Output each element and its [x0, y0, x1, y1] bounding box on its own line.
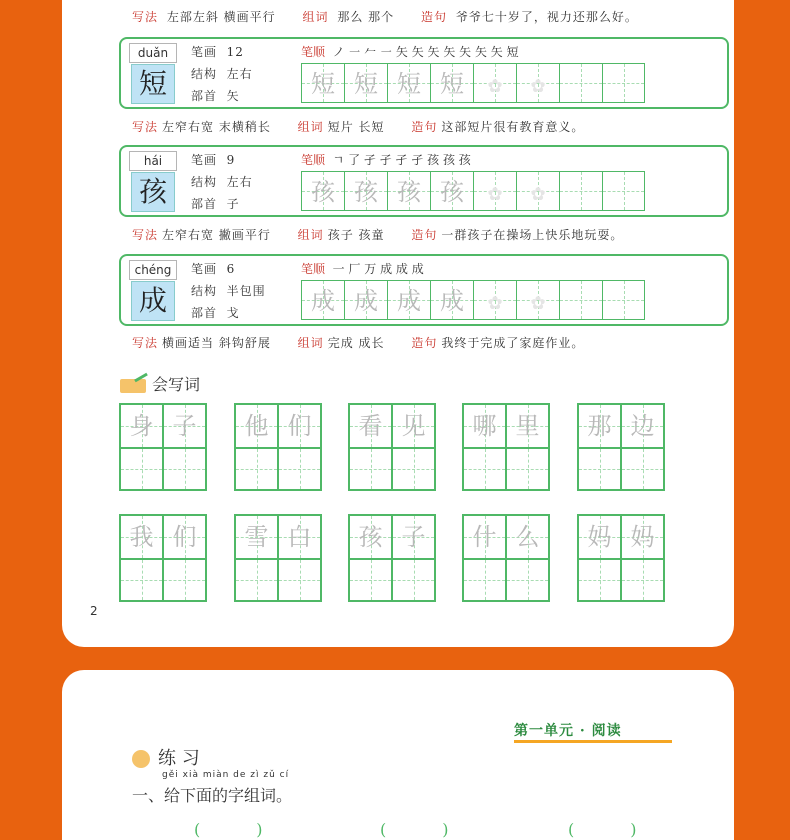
exercise-title: 练 习 [132, 744, 200, 770]
structure: 结构 半包围 [191, 284, 266, 298]
book-pencil-icon [120, 379, 146, 393]
words-section-title: 会写词 [120, 372, 200, 395]
word-box: 那 边 [577, 403, 665, 491]
write-hint-cheng: 写法 横画适当 斜钩舒展 组词 完成 成长 造句 我终于完成了家庭作业。 [132, 336, 585, 350]
question-1: 一、给下面的字组词。 [132, 786, 293, 805]
answer-blank-2[interactable]: ( ) [380, 820, 449, 839]
char-display: 短 [131, 64, 175, 104]
structure: 结构 左右 [191, 175, 253, 189]
top-hint-line: 写法 左部左斜 横画平行 组词 那么 那个 造句 爷爷七十岁了，视力还那么好。 [132, 10, 638, 24]
pinyin-label: duǎn [129, 43, 177, 63]
pinyin-line: gěi xià miàn de zì zǔ cí [162, 770, 290, 780]
unit-underline [514, 740, 672, 743]
word-box: 孩 子 [348, 514, 436, 602]
write-hint-hai: 写法 左窄右宽 撇画平行 组词 孩子 孩童 造句 一群孩子在操场上快乐地玩耍。 [132, 228, 624, 242]
stroke-order: 笔顺 一 厂 万 成 成 成 [301, 262, 424, 276]
tracing-grid: 成 成 成 成 ✿ ✿ [301, 280, 647, 320]
answer-blank-1[interactable]: ( ) [194, 820, 263, 839]
radical: 部首 矢 [191, 89, 240, 103]
structure: 结构 左右 [191, 67, 253, 81]
pinyin-label: chéng [129, 260, 177, 280]
word-box: 身 子 [119, 403, 207, 491]
worksheet-page-1 [62, 0, 734, 647]
word-box: 什 么 [462, 514, 550, 602]
stroke-count: 笔画 12 [191, 45, 244, 59]
stroke-count: 笔画 9 [191, 153, 236, 167]
char-card-hai [119, 145, 729, 217]
answer-blank-3[interactable]: ( ) [568, 820, 637, 839]
write-hint-duan: 写法 左窄右宽 末横稍长 组词 短片 长短 造句 这部短片很有教育意义。 [132, 120, 585, 134]
word-box: 哪 里 [462, 403, 550, 491]
stroke-order: 笔顺 ノ ㇐ 𠂉 ㇐ 矢 矢 矢 矢 矢 矢 矢 短 [301, 45, 519, 59]
pinyin-label: hái [129, 151, 177, 171]
radical: 部首 戈 [191, 306, 240, 320]
pencil-check-icon [132, 750, 150, 768]
word-box: 妈 妈 [577, 514, 665, 602]
word-box: 看 见 [348, 403, 436, 491]
unit-title: 第一单元 · 阅读 [514, 723, 622, 739]
tracing-grid: 短 短 短 短 ✿ ✿ [301, 63, 647, 103]
word-box: 我 们 [119, 514, 207, 602]
char-card-duan [119, 37, 729, 109]
word-box: 他 们 [234, 403, 322, 491]
radical: 部首 子 [191, 197, 240, 211]
char-display: 成 [131, 281, 175, 321]
tracing-grid: 孩 孩 孩 孩 ✿ ✿ [301, 171, 647, 211]
worksheet-page-2 [62, 670, 734, 840]
char-card-cheng [119, 254, 729, 326]
word-box: 雪 白 [234, 514, 322, 602]
stroke-count: 笔画 6 [191, 262, 236, 276]
page-number: 2 [90, 604, 98, 618]
char-display: 孩 [131, 172, 175, 212]
stroke-order: 笔顺 ㄱ 了 孑 孑 孑 孑 孩 孩 孩 [301, 153, 471, 167]
